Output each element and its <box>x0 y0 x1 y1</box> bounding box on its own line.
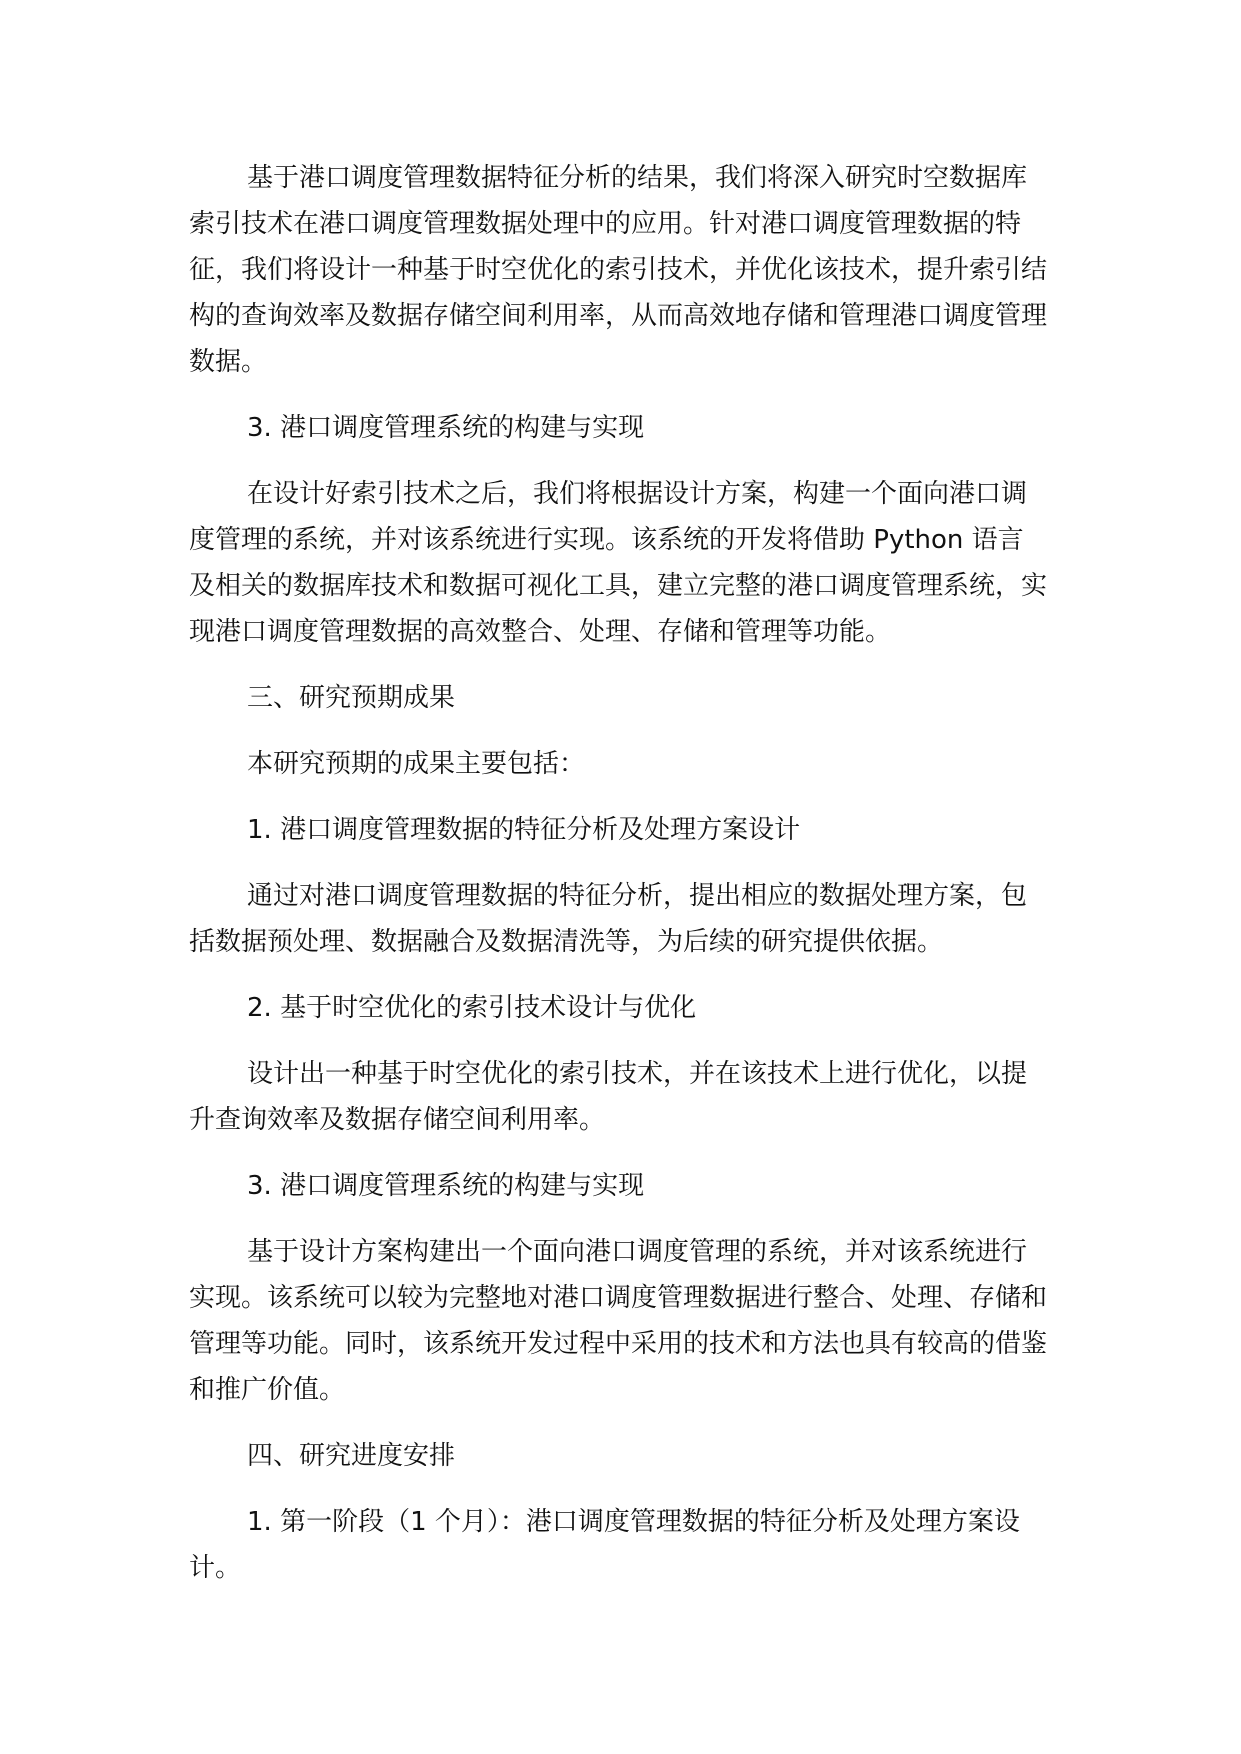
paragraph-schedule-phase-1: 1. 第一阶段（1 个月）：港口调度管理数据的特征分析及处理方案设计。 <box>189 1507 1020 1583</box>
paragraph-system-build: 在设计好索引技术之后，我们将根据设计方案，构建一个面向港口调度管理的系统，并对该系统进行实现。该系统的开发将借助 Python 语言及相关的数据库技术和数据可视化工具，建立完整的港口调度管理系统，实现港口调度管理数据的高效整合、处理、存储和管理等功能。 <box>189 479 1048 647</box>
heading-system-build-1: 3. 港口调度管理系统的构建与实现 <box>247 413 645 443</box>
heading-result-1: 1. 港口调度管理数据的特征分析及处理方案设计 <box>247 815 801 845</box>
paragraph-results-intro: 本研究预期的成果主要包括： <box>247 749 586 779</box>
paragraph-result-2: 设计出一种基于时空优化的索引技术，并在该技术上进行优化，以提升查询效率及数据存储空间利用率。 <box>189 1059 1028 1135</box>
paragraph-index-technique: 基于港口调度管理数据特征分析的结果，我们将深入研究时空数据库索引技术在港口调度管理数据处理中的应用。针对港口调度管理数据的特征，我们将设计一种基于时空优化的索引技术，并优化该技术，提升索引结构的查询效率及数据存储空间利用率，从而高效地存储和管理港口调度管理数据。 <box>189 163 1048 377</box>
paragraph-result-1: 通过对港口调度管理数据的特征分析，提出相应的数据处理方案，包括数据预处理、数据融合及数据清洗等，为后续的研究提供依据。 <box>189 881 1028 957</box>
section-heading-expected-results: 三、研究预期成果 <box>247 683 456 713</box>
section-heading-schedule: 四、研究进度安排 <box>247 1441 456 1471</box>
paragraph-result-3: 基于设计方案构建出一个面向港口调度管理的系统，并对该系统进行实现。该系统可以较为完整地对港口调度管理数据进行整合、处理、存储和管理等功能。同时，该系统开发过程中采用的技术和方法也具有较高的借鉴和推广价值。 <box>189 1237 1048 1405</box>
heading-result-2: 2. 基于时空优化的索引技术设计与优化 <box>247 993 697 1023</box>
heading-result-3: 3. 港口调度管理系统的构建与实现 <box>247 1171 645 1201</box>
document-body <box>189 155 1049 1611</box>
